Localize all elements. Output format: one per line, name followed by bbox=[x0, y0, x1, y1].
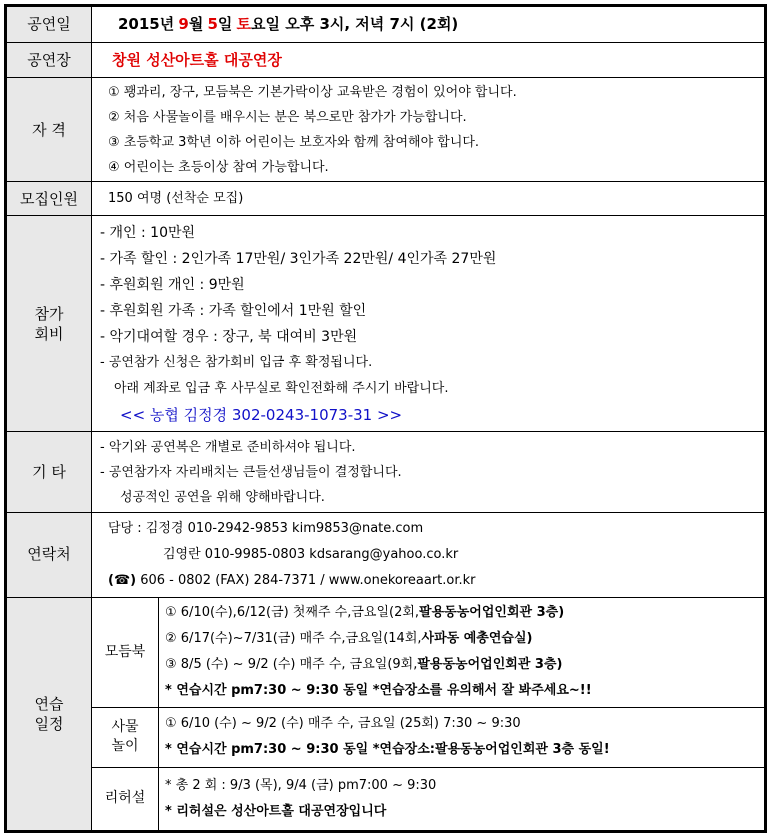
bank-account: << 농협 김정경 302-0243-1073-31 >> bbox=[120, 405, 403, 424]
schedule-label-line2: 일정 bbox=[34, 714, 64, 733]
fee-label bbox=[7, 216, 92, 432]
row-contact bbox=[7, 512, 765, 597]
qualification-list bbox=[92, 78, 765, 182]
recruit-value: 150 여명 (선착순 모집) bbox=[92, 182, 765, 216]
venue-label: 공연장 bbox=[7, 43, 92, 78]
notice-document bbox=[4, 4, 767, 833]
modeumbuk-item-place: 팔용동농어업인회관 3층) bbox=[419, 605, 565, 621]
etc-item: - 악기와 공연복은 개별로 준비하셔야 됩니다. bbox=[100, 439, 356, 455]
samul-label-line1: 사물 bbox=[111, 719, 139, 736]
modeumbuk-item bbox=[165, 600, 764, 626]
row-fee bbox=[7, 216, 765, 432]
modeumbuk-item-date: ③ 8/5 (수) ~ 9/2 (수) 매주 수, 금요일(9회, bbox=[165, 657, 418, 673]
qualification-item: ① 꽹과리, 장구, 모듬북은 기본가락이상 교육받은 경험이 있어야 합니다. bbox=[108, 84, 517, 100]
date-day-unit: 일 bbox=[217, 15, 233, 34]
row-etc bbox=[7, 432, 765, 512]
row-schedule-modeumbuk bbox=[7, 597, 765, 707]
qualification-item: ④ 어린이는 초등이상 참여 가능합니다. bbox=[108, 159, 329, 175]
fee-list bbox=[92, 216, 765, 432]
date-month-unit: 월 bbox=[188, 15, 204, 34]
row-schedule-samul bbox=[7, 707, 765, 767]
venue-value: 창원 성산아트홀 대공연장 bbox=[92, 43, 765, 78]
samul-label-line2: 놀이 bbox=[111, 738, 139, 755]
rehearsal-item: * 총 2 회 : 9/3 (목), 9/4 (금) pm7:00 ~ 9:30 bbox=[165, 777, 437, 793]
modeumbuk-list bbox=[159, 597, 765, 707]
rehearsal-label: 리허설 bbox=[92, 767, 159, 830]
etc-list bbox=[92, 432, 765, 512]
schedule-label-line1: 연습 bbox=[34, 694, 64, 713]
fee-item: - 개인 : 10만원 bbox=[100, 224, 196, 241]
modeumbuk-item bbox=[165, 652, 764, 678]
contact-line-3 bbox=[108, 568, 764, 594]
date-rest: 요일 오후 3시, 저녁 7시 (2회) bbox=[251, 15, 459, 34]
samul-list bbox=[159, 707, 765, 767]
phone-icon: (☎) bbox=[108, 572, 137, 588]
info-table bbox=[6, 6, 765, 831]
fee-item: - 후원회원 개인 : 9만원 bbox=[100, 276, 245, 293]
contact-info bbox=[92, 512, 765, 597]
modeumbuk-item-date: ② 6/17(수)~7/31(금) 매주 수,금요일(14회, bbox=[165, 631, 422, 647]
modeumbuk-item-place: 사파동 예총연습실) bbox=[421, 631, 533, 647]
contact-line-2: 김영란 010-9985-0803 kdsarang@yahoo.co.kr bbox=[163, 546, 459, 562]
modeumbuk-item-date: ① 6/10(수),6/12(금) 첫째주 수,금요일(2회, bbox=[165, 605, 420, 621]
modeumbuk-item bbox=[165, 626, 764, 652]
date-year: 2015년 bbox=[118, 15, 175, 34]
row-qualification bbox=[7, 78, 765, 182]
fee-label-line1: 참가 bbox=[34, 304, 64, 323]
etc-item: 성공적인 공연을 위해 양해바랍니다. bbox=[120, 489, 325, 505]
fee-item: - 악기대여할 경우 : 장구, 북 대여비 3만원 bbox=[100, 328, 358, 345]
date-label: 공연일 bbox=[7, 7, 92, 43]
modeumbuk-label: 모듬북 bbox=[92, 597, 159, 707]
qualification-item: ③ 초등학교 3학년 이하 어린이는 보호자와 함께 참여해야 합니다. bbox=[108, 134, 480, 150]
contact-line-1: 담당 : 김정경 010-2942-9853 kim9853@nate.com bbox=[108, 520, 424, 536]
fee-item: - 후원회원 가족 : 가족 할인에서 1만원 할인 bbox=[100, 302, 367, 319]
row-venue bbox=[7, 43, 765, 78]
recruit-label: 모집인원 bbox=[7, 182, 92, 216]
samul-label bbox=[92, 707, 159, 767]
rehearsal-list bbox=[159, 767, 765, 830]
row-recruit bbox=[7, 182, 765, 216]
modeumbuk-item-place: 팔용동농어업인회관 3층) bbox=[417, 657, 563, 673]
rehearsal-note: * 리허설은 성산아트홀 대공연장입니다 bbox=[165, 803, 387, 819]
etc-item: - 공연참가자 자리배치는 큰들선생님들이 결정합니다. bbox=[100, 464, 402, 480]
fee-item: - 공연참가 신청은 참가회비 입금 후 확정됩니다. bbox=[100, 354, 373, 370]
date-weekday: 토 bbox=[236, 15, 252, 34]
samul-note: * 연습시간 pm7:30 ~ 9:30 동일 *연습장소:팔용동농어업인회관 3층 동일! bbox=[165, 742, 610, 758]
etc-label: 기 타 bbox=[7, 432, 92, 512]
date-day: 5 bbox=[207, 15, 218, 34]
fee-item: 아래 계좌로 입금 후 사무실로 확인전화해 주시기 바랍니다. bbox=[114, 380, 449, 396]
schedule-label bbox=[7, 597, 92, 830]
samul-item: ① 6/10 (수) ~ 9/2 (수) 매주 수, 금요일 (25회) 7:30 ~ 9:30 bbox=[165, 716, 521, 732]
qualification-label: 자 격 bbox=[7, 78, 92, 182]
fee-item: - 가족 할인 : 2인가족 17만원/ 3인가족 22만원/ 4인가족 27만원 bbox=[100, 250, 497, 267]
date-value bbox=[92, 7, 765, 43]
row-schedule-rehearsal bbox=[7, 767, 765, 830]
date-month: 9 bbox=[178, 15, 189, 34]
contact-line-3-text: 606 - 0802 (FAX) 284-7371 / www.onekoreaart.or.kr bbox=[140, 572, 476, 588]
modeumbuk-note: * 연습시간 pm7:30 ~ 9:30 동일 *연습장소를 유의해서 잘 봐주세요~!! bbox=[165, 683, 592, 699]
qualification-item: ② 처음 사물놀이를 배우시는 분은 북으로만 참가가 가능합니다. bbox=[108, 109, 467, 125]
fee-label-line2: 회비 bbox=[34, 324, 64, 343]
row-date bbox=[7, 7, 765, 43]
contact-label: 연락처 bbox=[7, 512, 92, 597]
